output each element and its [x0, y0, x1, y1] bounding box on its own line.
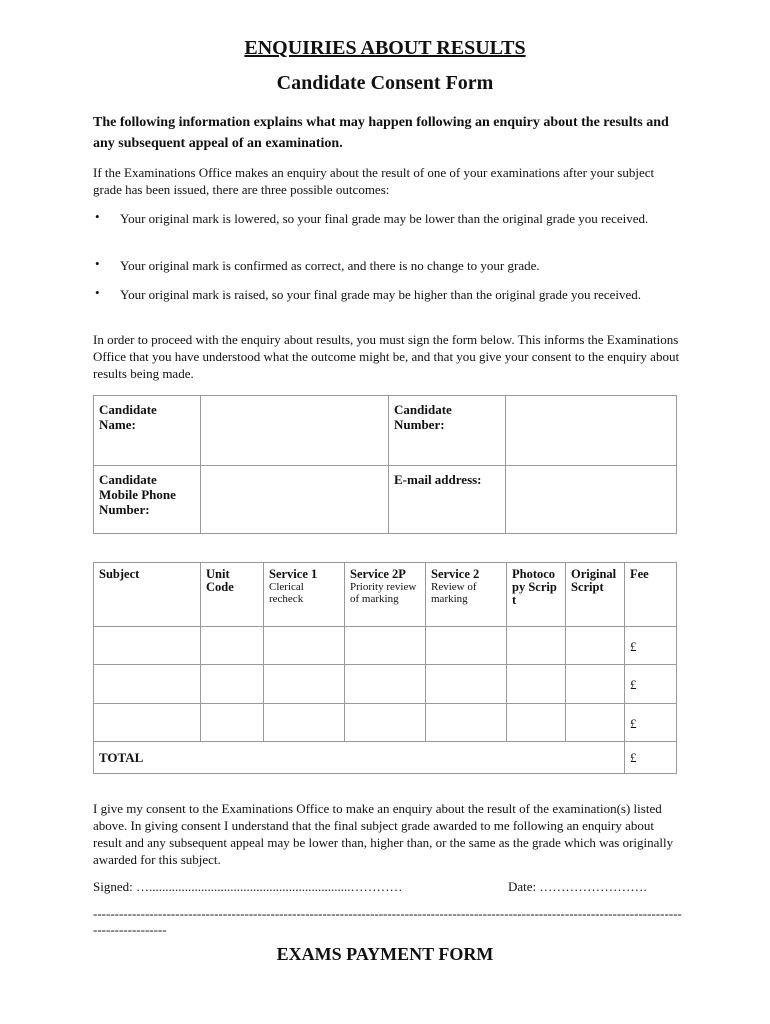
candidate-phone-label: Candidate Mobile Phone Number: — [99, 472, 176, 517]
fee-cell[interactable] — [625, 665, 677, 704]
service2-description: Review of marking — [431, 581, 477, 605]
original-script-header-label: Original Script — [571, 567, 617, 594]
subject-cell[interactable] — [94, 627, 201, 665]
original-script-cell[interactable] — [566, 665, 625, 704]
original-script-header — [566, 563, 625, 627]
total-fee-cell[interactable] — [625, 742, 677, 774]
fee-currency: £ — [630, 677, 637, 692]
bullet-text: Your original mark is lowered, so your final grade may be lower than the original grade you received. — [120, 211, 649, 226]
candidate-phone-label-cell — [94, 466, 201, 534]
date-line[interactable]: Date: ……………………. — [508, 879, 647, 894]
service1-description: Clerical recheck — [269, 581, 304, 605]
fee-header-label: Fee — [630, 567, 649, 581]
unit-code-cell[interactable] — [201, 627, 264, 665]
service1-cell[interactable] — [264, 704, 345, 742]
service2-cell[interactable] — [426, 704, 507, 742]
total-label-cell — [94, 742, 625, 774]
original-script-cell[interactable] — [566, 704, 625, 742]
fee-currency: £ — [630, 639, 637, 654]
photocopy-cell[interactable] — [507, 627, 566, 665]
service2p-cell[interactable] — [345, 627, 426, 665]
service1-cell[interactable] — [264, 665, 345, 704]
candidate-number-label-cell — [389, 396, 506, 466]
proceed-paragraph: In order to proceed with the enquiry about results, you must sign the form below. This informs the Examinations Office that you have understood what the outcome might be, and that you give your consent to the enquiry about results being made. — [93, 332, 680, 381]
bullet-icon: • — [95, 256, 100, 271]
unit-code-cell[interactable] — [201, 665, 264, 704]
outcomes-paragraph: If the Examinations Office makes an enquiry about the result of one of your examinations after your subject grade has been issued, there are three possible outcomes: — [93, 165, 655, 197]
service1-header — [264, 563, 345, 627]
total-label: TOTAL — [99, 750, 144, 765]
subject-cell[interactable] — [94, 665, 201, 704]
service2p-header-label: Service 2P — [350, 567, 406, 581]
unit-code-header — [201, 563, 264, 627]
table-row — [94, 627, 677, 665]
service2-cell[interactable] — [426, 665, 507, 704]
bullet-icon: • — [95, 285, 100, 300]
service2-cell[interactable] — [426, 627, 507, 665]
service1-cell[interactable] — [264, 627, 345, 665]
original-script-cell[interactable] — [566, 627, 625, 665]
service2p-header — [345, 563, 426, 627]
signature-line[interactable]: Signed: …..............................................................………… — [93, 879, 403, 894]
photocopy-header — [507, 563, 566, 627]
email-label: E-mail address: — [394, 472, 482, 487]
fee-cell[interactable] — [625, 704, 677, 742]
consent-statement: I give my consent to the Examinations Office to make an enquiry about the result of the examination(s) listed above. In giving consent I understand that the final subject grade awarded to me following an enquiry about result and any subsequent appeal may be lower than, higher than, or the same as the grade which was originally awarded for this subject. — [93, 801, 674, 867]
page-title: ENQUIRIES ABOUT RESULTS — [244, 37, 526, 59]
candidate-number-field[interactable] — [506, 396, 677, 466]
candidate-phone-field[interactable] — [201, 466, 389, 534]
service-selection-table — [93, 562, 677, 774]
table-row — [94, 665, 677, 704]
bullet-text: Your original mark is raised, so your final grade may be higher than the original grade you received. — [120, 287, 642, 302]
total-row — [94, 742, 677, 774]
service2p-description: Priority review of marking — [350, 581, 417, 605]
photocopy-cell[interactable] — [507, 704, 566, 742]
bullet-text: Your original mark is confirmed as correct, and there is no change to your grade. — [120, 258, 540, 273]
service2-header — [426, 563, 507, 627]
page-subtitle: Candidate Consent Form — [276, 72, 494, 94]
fee-currency: £ — [630, 716, 637, 731]
photocopy-header-label: Photocopy Script — [512, 567, 557, 607]
cut-line-divider: --------------------------------------------------------------------------------------------------------------------------------------------------------- — [93, 906, 682, 937]
table-row — [94, 704, 677, 742]
candidate-name-label: Candidate Name: — [99, 402, 157, 432]
unit-code-cell[interactable] — [201, 704, 264, 742]
service2p-cell[interactable] — [345, 665, 426, 704]
photocopy-cell[interactable] — [507, 665, 566, 704]
candidate-name-field[interactable] — [201, 396, 389, 466]
candidate-name-label-cell — [94, 396, 201, 466]
unit-code-header-label: Unit Code — [206, 567, 234, 594]
subject-header-label: Subject — [99, 567, 140, 581]
service1-header-label: Service 1 — [269, 567, 318, 581]
total-currency: £ — [630, 750, 637, 765]
service2p-cell[interactable] — [345, 704, 426, 742]
service2-header-label: Service 2 — [431, 567, 480, 581]
subject-cell[interactable] — [94, 704, 201, 742]
bullet-icon: • — [95, 209, 100, 224]
email-label-cell — [389, 466, 506, 534]
email-field[interactable] — [506, 466, 677, 534]
candidate-details-table — [93, 395, 677, 534]
subject-header — [94, 563, 201, 627]
payment-form-title: EXAMS PAYMENT FORM — [276, 944, 494, 964]
intro-heading: The following information explains what may happen following an enquiry about the results and any subsequent appeal of an examination. — [93, 115, 669, 151]
candidate-number-label: Candidate Number: — [394, 402, 452, 432]
fee-header — [625, 563, 677, 627]
fee-cell[interactable] — [625, 627, 677, 665]
